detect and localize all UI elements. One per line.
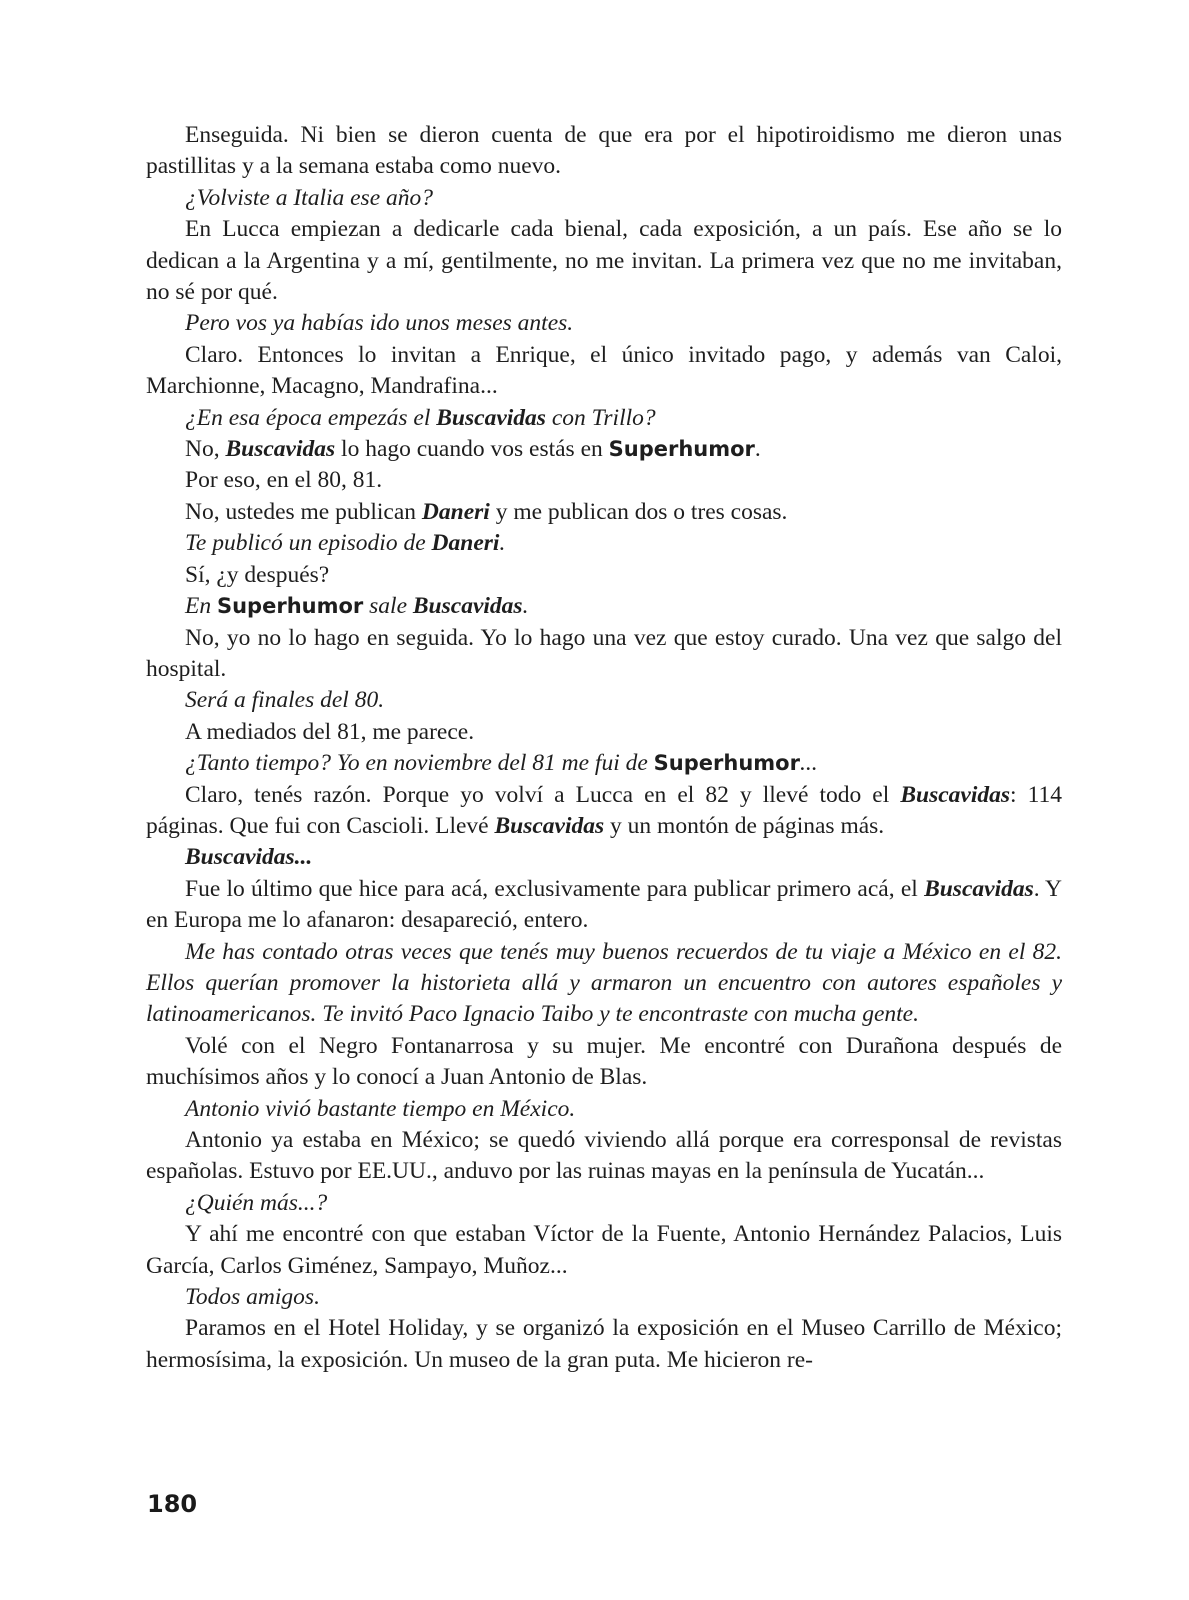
text-run: No, ustedes me publican: [185, 498, 422, 525]
title-emphasis: Buscavidas: [494, 812, 605, 839]
question-paragraph: Antonio vivió bastante tiempo en México.: [185, 1095, 576, 1122]
question-paragraph: [146, 528, 1062, 559]
question-paragraph: Buscavidas...: [185, 844, 313, 871]
answer-paragraph: A mediados del 81, me parece.: [185, 718, 475, 745]
question-paragraph: Todos amigos.: [185, 1284, 320, 1311]
question-paragraph: Me has contado otras veces que tenés muy buenos recuerdos de tu viaje a México en el 82. Ellos querían promover la historieta allá y armaron un encuentro con autores españoles y latinoamericanos. Te invitó Paco Ignacio Taibo y te encontraste con mucha gente.: [146, 938, 1062, 1028]
title-emphasis: Daneri: [431, 530, 500, 557]
text-run: ¿Tanto tiempo? Yo en noviembre del 81 me fui de: [185, 750, 654, 777]
answer-paragraph: [146, 874, 1062, 937]
title-emphasis: Buscavidas: [900, 781, 1011, 808]
question-paragraph: [146, 748, 1062, 779]
question-paragraph: [146, 591, 1062, 622]
question-paragraph: ¿Quién más...?: [185, 1189, 328, 1216]
text-run: Te publicó un episodio de: [185, 530, 432, 557]
answer-paragraph: Claro. Entonces lo invitan a Enrique, el único invitado pago, y además van Caloi, Marchionne, Macagno, Mandrafina...: [146, 341, 1062, 400]
answer-paragraph: [146, 780, 1062, 843]
text-run: . Y en Europa me lo afanaron: desapareció, entero.: [146, 875, 1062, 934]
magazine-name: Superhumor: [608, 437, 755, 462]
text-run: .: [754, 436, 761, 463]
answer-paragraph: Enseguida. Ni bien se dieron cuenta de que era por el hipotiroidismo me dieron unas pastillitas y a la semana estaba como nuevo.: [146, 122, 1062, 180]
answer-paragraph: En Lucca empiezan a dedicarle cada bienal, cada exposición, a un país. Ese año se lo dedican a la Argentina y a mí, gentilmente, no me invitan. La primera vez que no me invitaban, no sé por qué.: [146, 216, 1062, 306]
answer-paragraph: Por eso, en el 80, 81.: [185, 467, 383, 494]
question-paragraph: Será a finales del 80.: [185, 687, 385, 714]
title-emphasis: Buscavidas: [225, 436, 336, 463]
page-number: 180: [147, 1490, 198, 1518]
magazine-name: Superhumor: [653, 751, 800, 776]
text-run: En: [185, 593, 217, 620]
title-emphasis: Buscavidas: [436, 404, 546, 431]
title-emphasis: Buscavidas: [412, 593, 523, 620]
question-paragraph: ¿Volviste a Italia ese año?: [185, 184, 434, 211]
text-run: y un montón de páginas más.: [604, 812, 885, 839]
magazine-name: Superhumor: [216, 594, 364, 619]
answer-paragraph: No, yo no lo hago en seguida. Yo lo hago una vez que estoy curado. Una vez que salgo del hospital.: [146, 624, 1062, 682]
text-run: .: [522, 593, 529, 620]
text-run: : 114 páginas. Que fui con Cascioli. Llevé: [146, 781, 1062, 839]
text-run: y me publican dos o tres cosas.: [489, 498, 788, 525]
text-run: ¿En esa época empezás el: [185, 404, 437, 431]
answer-paragraph: Sí, ¿y después?: [185, 561, 330, 588]
text-run: lo hago cuando vos estás en: [335, 436, 609, 463]
answer-paragraph: [146, 497, 1062, 528]
answer-paragraph: Paramos en el Hotel Holiday, y se organizó la exposición en el Museo Carrillo de México; hermosísima, la exposición. Un museo de la gran puta. Me hicieron re-: [146, 1315, 1062, 1373]
title-emphasis: Daneri: [421, 498, 490, 525]
answer-paragraph: Antonio ya estaba en México; se quedó viviendo allá porque era corresponsal de revistas españolas. Estuvo por EE.UU., anduvo por las ruinas mayas en la península de Yucatán...: [146, 1127, 1062, 1185]
text-run: con Trillo?: [545, 404, 656, 431]
page-body: [146, 120, 1062, 1376]
answer-paragraph: [146, 434, 1062, 465]
text-run: ...: [799, 750, 818, 777]
text-run: .: [499, 530, 506, 557]
text-run: No,: [185, 436, 226, 463]
question-paragraph: [146, 403, 1062, 434]
answer-paragraph: Y ahí me encontré con que estaban Víctor de la Fuente, Antonio Hernández Palacios, Luis García, Carlos Giménez, Sampayo, Muñoz...: [146, 1221, 1062, 1279]
text-run: Fue lo último que hice para acá, exclusivamente para publicar primero acá, el: [185, 875, 925, 902]
text-run: Claro, tenés razón. Porque yo volví a Lucca en el 82 y llevé todo el: [185, 781, 901, 808]
text-run: sale: [363, 593, 413, 620]
question-paragraph: Pero vos ya habías ido unos meses antes.: [185, 310, 574, 337]
title-emphasis: Buscavidas: [924, 875, 1034, 902]
answer-paragraph: Volé con el Negro Fontanarrosa y su mujer. Me encontré con Durañona después de muchísimos años y lo conocí a Juan Antonio de Blas.: [146, 1032, 1062, 1091]
